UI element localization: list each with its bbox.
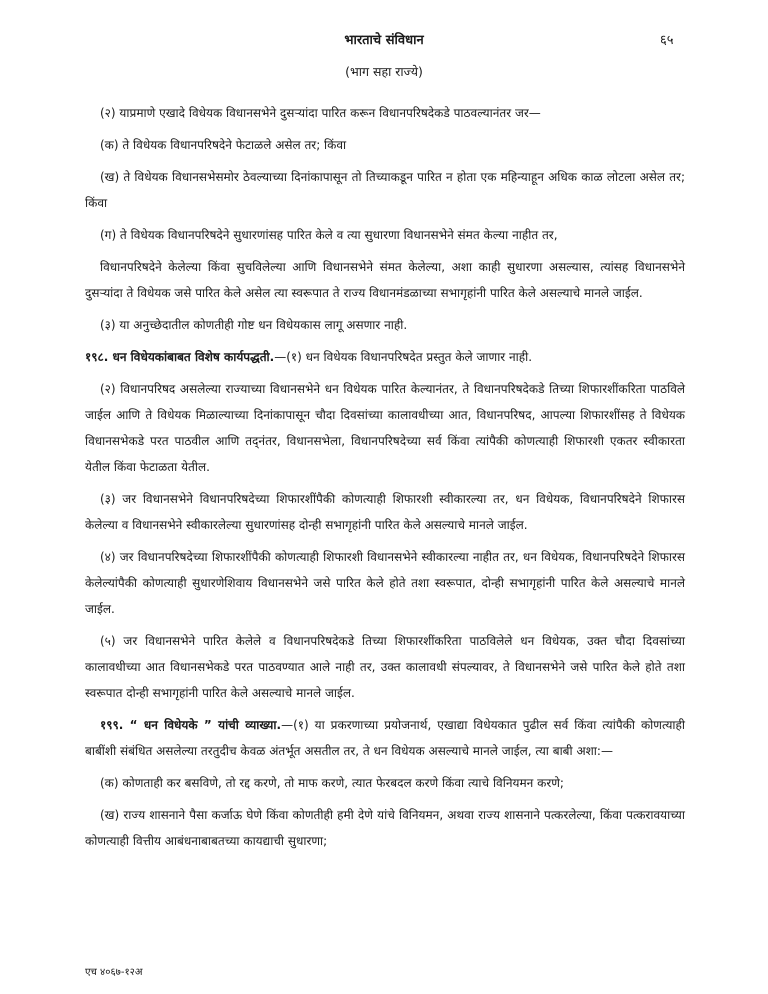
article-198-clause-3: (३) जर विधानसभेने विधानपरिषदेच्या शिफारशींपैकी कोणत्याही शिफारशी स्वीकारल्या तर, धन विधेयक, विधानपरिषदेने शिफारस केलेल्या व विधानसभेने स्वीकारलेल्या सुधारणांसह दोन्ही सभागृहांनी पारित केले असल्याचे मानले जाईल. [85, 492, 685, 532]
clause-ka: (क) ते विधेयक विधानपरिषदेने फेटाळले असेल तर; किंवा [100, 138, 347, 152]
article-199-clause-ka: (क) कोणताही कर बसविणे, तो रद्द करणे, तो माफ करणे, त्यात फेरबदल करणे किंवा त्याचे विनियमन करणे; [100, 776, 564, 790]
article-198-clause-5: (५) जर विधानसभेने पारित केलेले व विधानपरिषदेकडे तिच्या शिफारशींकरिता पाठविलेले धन विधेयक, उक्त चौदा दिवसांच्या कालावधीच्या आत विधानसभेकडे परत पाठवण्यात आले नाही तर, उक्त कालावधी संपल्यावर, ते विधानसभेने जसे पारित केले होते तशा स्वरूपात दोन्ही सभागृहांनी पारित केले असल्याचे मानले जाईल. [85, 634, 685, 700]
clause-ga: (ग) ते विधेयक विधानपरिषदेने सुधारणांसह पारित केले व त्या सुधारणा विधानसभेने संमत केल्या नाहीत तर, [100, 228, 558, 242]
document-body [85, 100, 685, 860]
article-199-text: —(१) या प्रकरणाच्या प्रयोजनार्थ, एखाद्या विधेयकात पुढील सर्व किंवा त्यांपैकी कोणत्याही बाबींशी संबंधित असलेल्या तरतुदीच केवळ अंतर्भूत असतील तर, ते धन विधेयक असल्याचे मानले जाईल, त्या बाबी अशा:— [85, 718, 685, 758]
clause-kha: (ख) ते विधेयक विधानसभेसमोर ठेवल्याच्या दिनांकापासून तो तिच्याकडून पारित न होता एक महिन्याहून अधिक काळ लोटला असेल तर; किंवा [85, 170, 685, 210]
paragraph-3: (३) या अनुच्छेदातील कोणतीही गोष्ट धन विधेयकास लागू असणार नाही. [100, 318, 408, 332]
article-198-text: —(१) धन विधेयक विधानपरिषदेत प्रस्तुत केले जाणार नाही. [274, 350, 533, 364]
article-199 [85, 712, 685, 764]
paragraph-2: (२) याप्रमाणे एखादे विधेयक विधानसभेने दुसऱ्यांदा पारित करून विधानपरिषदेकडे पाठवल्यानंतर जर— [100, 106, 541, 120]
page-subtitle: (भाग सहा राज्ये) [345, 64, 423, 79]
page-number: ६५ [660, 33, 674, 48]
article-198-clause-2: (२) विधानपरिषद असलेल्या राज्याच्या विधानसभेने धन विधेयक पारित केल्यानंतर, ते विधानपरिषदेकडे तिच्या शिफारशींकरिता पाठविले जाईल आणि ते विधेयक मिळाल्याच्या दिनांकापासून चौदा दिवसांच्या कालावधीच्या आत, विधानपरिषद, आपल्या शिफारशींसह ते विधेयक विधानसभेकडे परत पाठवील आणि तद्नंतर, विधानसभेला, विधानपरिषदेच्या सर्व किंवा त्यांपैकी कोणत्याही शिफारशी एकतर स्वीकारता येतील किंवा फेटाळता येतील. [85, 382, 685, 474]
footer-code: एच ४०६७-१२अ [85, 967, 143, 978]
article-198-clause-4: (४) जर विधानपरिषदेच्या शिफारशींपैकी कोणत्याही शिफारशी विधानसभेने स्वीकारल्या नाहीत तर, धन विधेयक, विधानपरिषदेने शिफारस केलेल्यांपैकी कोणत्याही सुधारणेशिवाय विधानसभेने जसे पारित केले होते तशा स्वरूपात, दोन्ही सभागृहांनी पारित केले असल्याचे मानले जाईल. [85, 550, 685, 616]
paragraph-continuation: विधानपरिषदेने केलेल्या किंवा सुचविलेल्या आणि विधानसभेने संमत केलेल्या, अशा काही सुधारणा असल्यास, त्यांसह विधानसभेने दुसऱ्यांदा ते विधेयक जसे पारित केले असेल त्या स्वरूपात ते राज्य विधानमंडळाच्या सभागृहांनी पारित केले असल्याचे मानले जाईल. [85, 260, 685, 300]
article-198-heading: १९८. धन विधेयकांबाबत विशेष कार्यपद्धती. [85, 350, 275, 364]
page-title: भारताचे संविधान [344, 33, 424, 48]
article-199-heading: १९९. “ धन विधेयके ” यांची व्याख्या. [100, 718, 282, 732]
article-198 [85, 344, 685, 370]
article-199-clause-kha: (ख) राज्य शासनाने पैसा कर्जाऊ घेणे किंवा कोणतीही हमी देणे यांचे विनियमन, अथवा राज्य शासनाने पत्करलेल्या, किंवा पत्करावयाच्या कोणत्याही वित्तीय आबंधनाबाबतच्या कायद्याची सुधारणा; [85, 808, 685, 848]
